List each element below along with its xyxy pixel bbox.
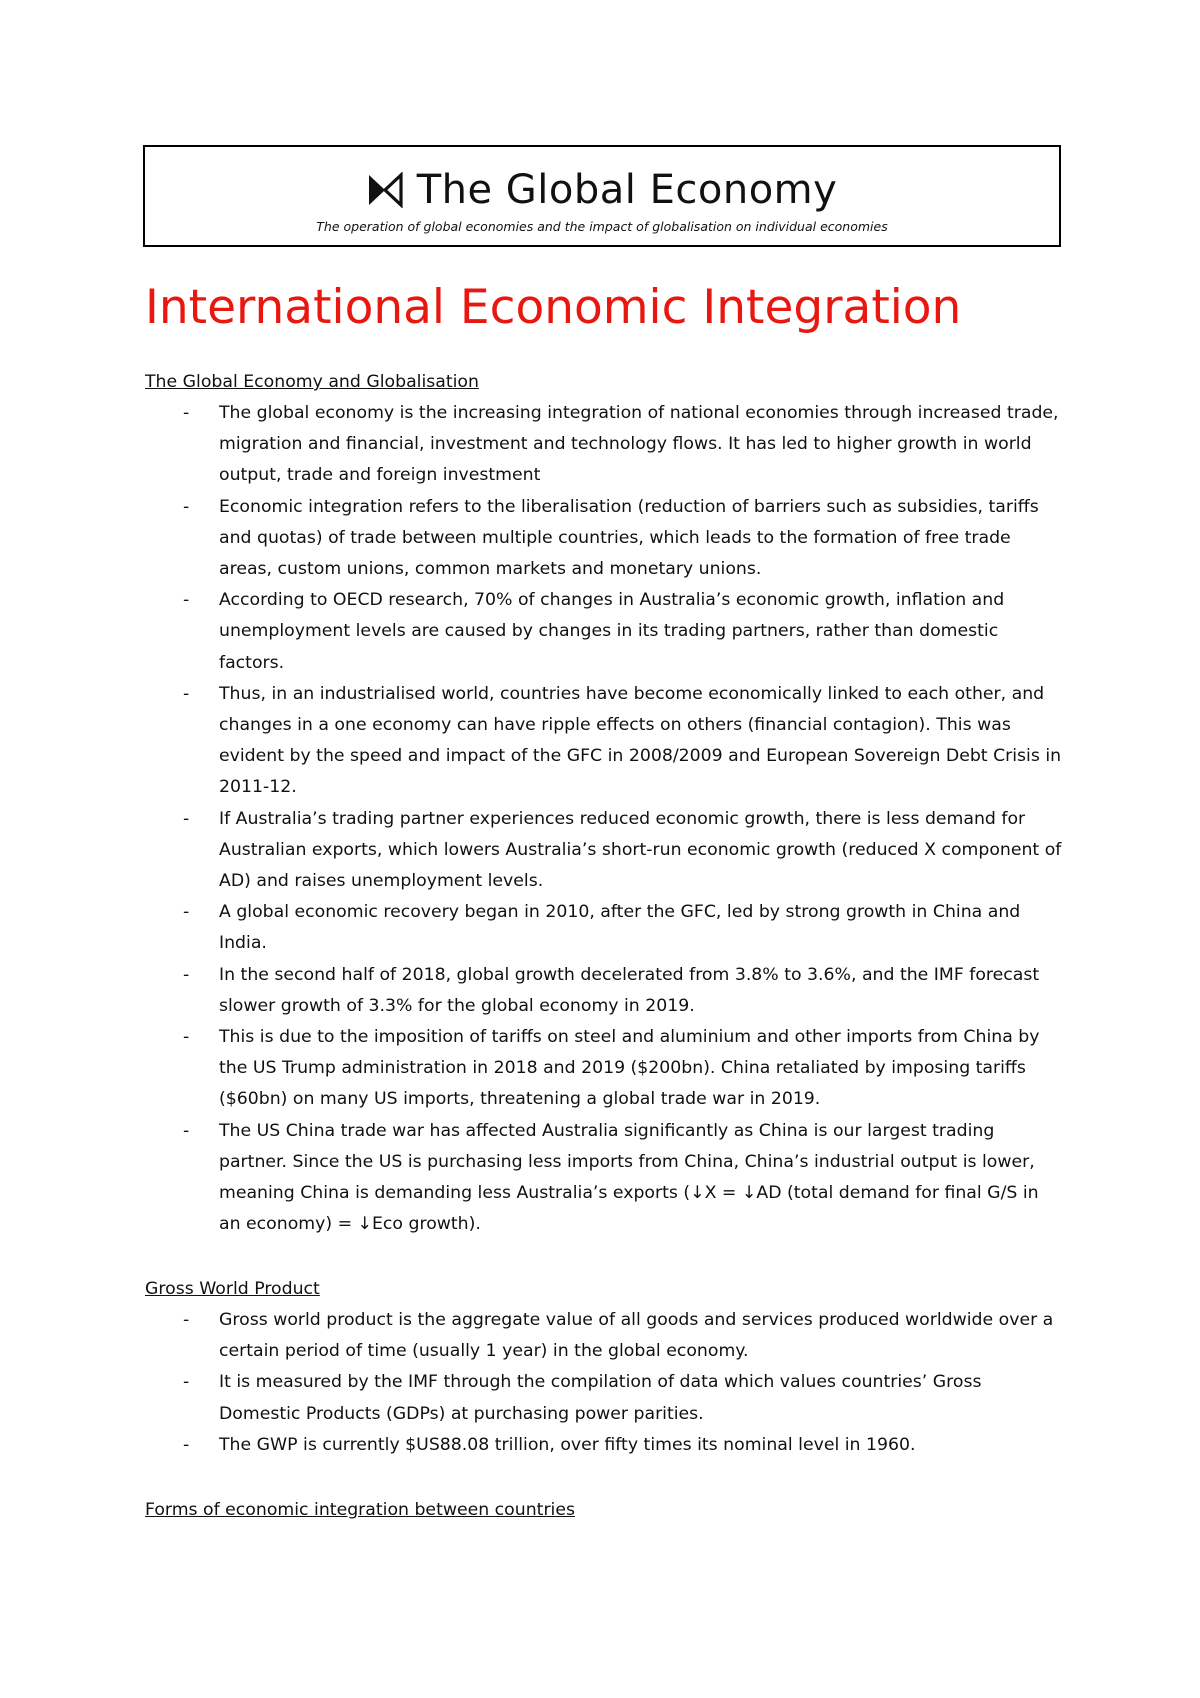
bowtie-icon (367, 172, 403, 208)
bullet-marker: - (183, 1120, 190, 1141)
list-item (145, 897, 1065, 959)
section-global-economy (145, 367, 1065, 1240)
bullet-marker: - (183, 1434, 190, 1455)
section-forms-of-integration (145, 1495, 1065, 1526)
bullet-text: Economic integration refers to the liberalisation (reduction of barriers such as subsidies, tariffs and quotas) of trade between multiple countries, which leads to the formation of free trade areas, custom unions, common markets and monetary unions. (219, 496, 1039, 580)
bullet-text: In the second half of 2018, global growth decelerated from 3.8% to 3.6%, and the IMF forecast slower growth of 3.3% for the global economy in 2019. (219, 964, 1040, 1016)
list-item (145, 1116, 1065, 1241)
list-item (145, 679, 1065, 804)
list-item (145, 585, 1065, 679)
header-title-row (145, 167, 1059, 213)
document-title: International Economic Integration (145, 280, 962, 335)
section-heading: Forms of economic integration between countries (145, 1500, 575, 1520)
list-item (145, 1022, 1065, 1116)
bullet-text: According to OECD research, 70% of changes in Australia’s economic growth, inflation and unemployment levels are caused by changes in its trading partners, rather than domestic factors. (219, 590, 1005, 673)
bullet-text: The GWP is currently $US88.08 trillion, over fifty times its nominal level in 1960. (219, 1434, 916, 1455)
section-heading: Gross World Product (145, 1279, 320, 1299)
bullet-marker: - (183, 1310, 190, 1330)
section-heading: The Global Economy and Globalisation (145, 372, 479, 392)
bullet-marker: - (183, 590, 190, 611)
header-subtitle: The operation of global economies and the impact of globalisation on individual economies (316, 219, 888, 234)
bullet-list (145, 1305, 1065, 1461)
list-item (145, 1367, 1065, 1429)
section-gross-world-product (145, 1274, 1065, 1461)
list-item (145, 804, 1065, 898)
header-box (143, 145, 1061, 247)
bullet-text: Gross world product is the aggregate value of all goods and services produced worldwide over a certain period of time (usually 1 year) in the global economy. (219, 1310, 1054, 1362)
bullet-text: The US China trade war has affected Australia significantly as China is our largest trading partner. Since the US is purchasing less imports from China, China’s industrial output is lower, meaning China is demanding less Australia’s exports (↓X = ↓AD (total demand for final G/S in an economy) = ↓Eco growth). (219, 1120, 1039, 1235)
bullet-marker: - (183, 964, 190, 985)
bullet-marker: - (183, 902, 190, 923)
bullet-marker: - (183, 808, 190, 829)
bullet-marker: - (183, 1372, 190, 1393)
bullet-marker: - (183, 403, 190, 423)
list-item (145, 1430, 1065, 1461)
bullet-marker: - (183, 496, 190, 517)
bullet-text: A global economic recovery began in 2010, after the GFC, led by strong growth in China and India. (219, 902, 1021, 954)
bullet-marker: - (183, 683, 190, 704)
list-item (145, 1305, 1065, 1367)
list-item (145, 492, 1065, 586)
bullet-marker: - (183, 1027, 190, 1048)
bullet-text: If Australia’s trading partner experiences reduced economic growth, there is less demand for Australian exports, which lowers Australia’s short-run economic growth (reduced X component of AD) and raises unemployment levels. (219, 808, 1062, 892)
bullet-text: The global economy is the increasing integration of national economies through increased trade, migration and financial, investment and technology flows. It has led to higher growth in world output, trade and foreign investment (219, 403, 1059, 486)
header-title: The Global Economy (416, 167, 838, 213)
list-item (145, 960, 1065, 1022)
bullet-text: This is due to the imposition of tariffs on steel and aluminium and other imports from China by the US Trump administration in 2018 and 2019 ($200bn). China retaliated by imposing tariffs ($60bn) on many US imports, threatening a global trade war in 2019. (219, 1027, 1040, 1110)
bullet-text: Thus, in an industrialised world, countries have become economically linked to each other, and changes in a one economy can have ripple effects on others (financial contagion). This was evident by the speed and impact of the GFC in 2008/2009 and European Sovereign Debt Crisis in 2011-12. (219, 683, 1062, 798)
bullet-text: It is measured by the IMF through the compilation of data which values countries’ Gross Domestic Products (GDPs) at purchasing power parities. (219, 1372, 982, 1424)
list-item (145, 398, 1065, 492)
bullet-list (145, 398, 1065, 1240)
